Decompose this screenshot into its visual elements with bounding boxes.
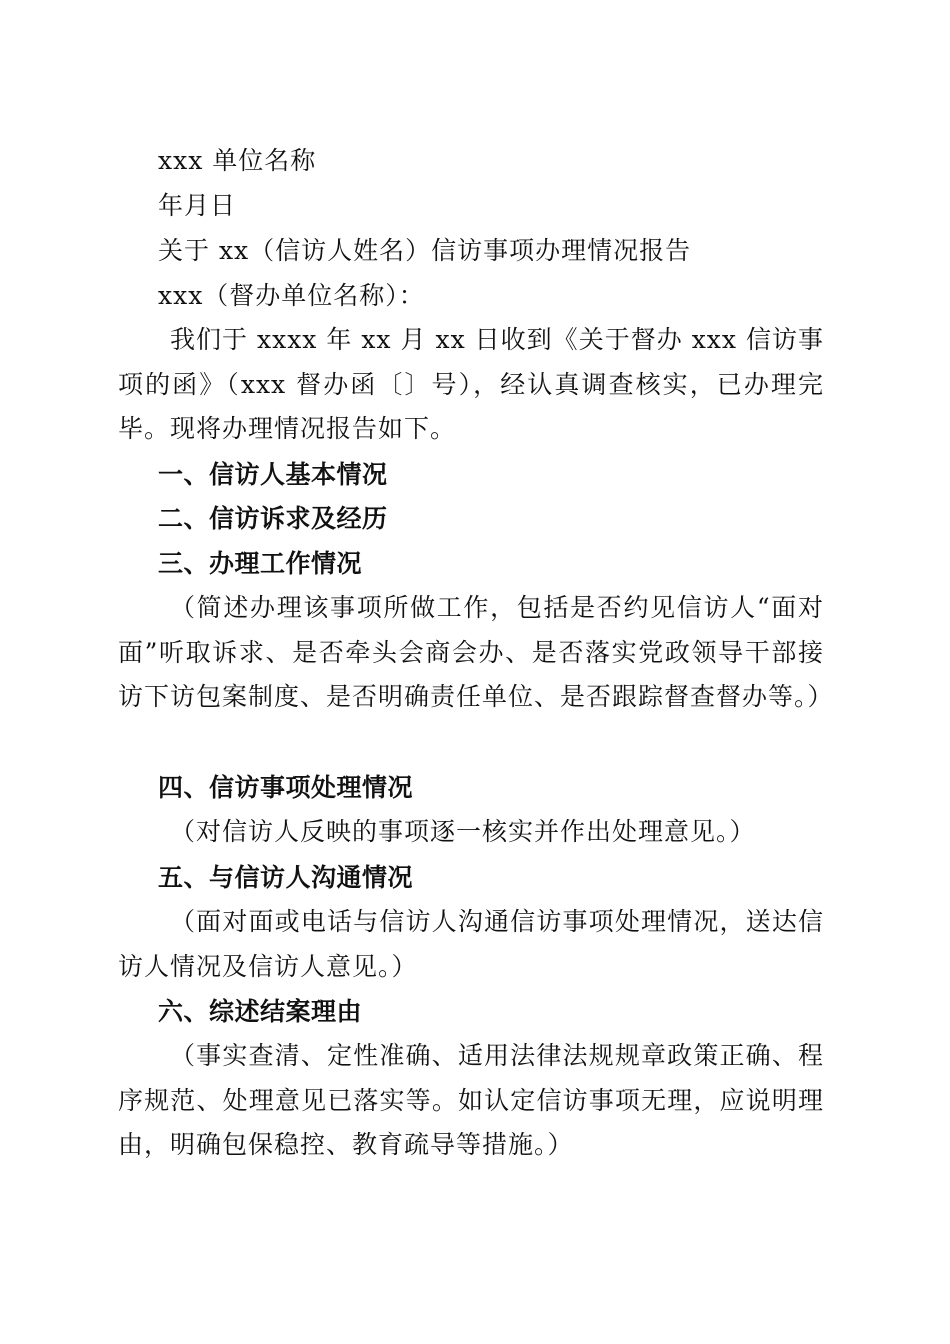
intro-paragraph: 我们于 xxxx 年 xx 月 xx 日收到《关于督办 xxx 信访事项的函》（xxx 督办函〔〕号），经认真调查核实，已办理完毕。现将办理情况报告如下。	[118, 325, 824, 443]
section-heading-6: 六、综述结案理由	[158, 997, 363, 1026]
section-heading-2: 二、信访诉求及经历	[158, 504, 388, 533]
section-note-6: （事实查清、定性准确、适用法律法规规章政策正确、程序规范、处理意见已落实等。如认定信访事项无理，应说明理由，明确包保稳控、教育疏导等措施。）	[118, 1041, 824, 1159]
section-note-4: （对信访人反映的事项逐一核实并作出处理意见。）	[170, 817, 756, 846]
report-date: 年月日	[158, 191, 237, 220]
section-heading-3: 三、办理工作情况	[158, 549, 363, 578]
section-heading-5: 五、与信访人沟通情况	[158, 863, 414, 892]
section-heading-1: 一、信访人基本情况	[158, 460, 388, 489]
unit-name: xxx 单位名称	[158, 146, 317, 175]
section-heading-4: 四、信访事项处理情况	[158, 773, 414, 802]
report-title: 关于 xx（信访人姓名）信访事项办理情况报告	[158, 236, 692, 265]
addressee: xxx（督办单位名称）：	[158, 281, 425, 310]
section-note-5: （面对面或电话与信访人沟通信访事项处理情况，送达信访人情况及信访人意见。）	[118, 907, 824, 981]
section-note-3: （简述办理该事项所做工作，包括是否约见信访人“面对面”听取诉求、是否牵头会商会办、是否落实党政领导干部接访下访包案制度、是否明确责任单位、是否跟踪督查督办等。）	[118, 593, 834, 711]
